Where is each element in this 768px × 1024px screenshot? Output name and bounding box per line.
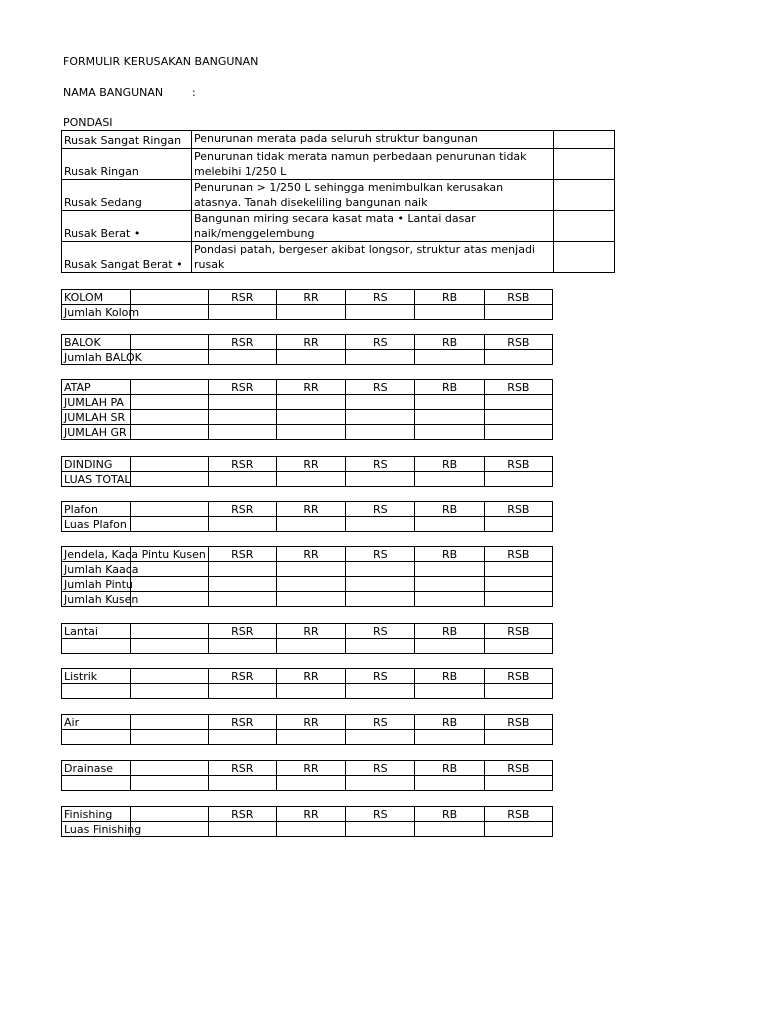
section-header-row xyxy=(62,715,553,730)
pondasi-level: Rusak Sedang xyxy=(62,180,192,211)
entry-cell[interactable] xyxy=(346,472,415,487)
grade-header: RB xyxy=(415,807,484,822)
grade-header: RR xyxy=(276,457,345,472)
grade-header: RSB xyxy=(484,502,552,517)
entry-cell[interactable] xyxy=(208,350,276,365)
entry-cell[interactable] xyxy=(484,517,552,532)
entry-cell[interactable] xyxy=(484,425,552,440)
entry-cell[interactable] xyxy=(131,517,208,532)
section-row xyxy=(62,822,553,837)
row-label: Jumlah Kaaca xyxy=(62,562,131,577)
entry-cell[interactable] xyxy=(346,395,415,410)
grade-header: RS xyxy=(346,457,415,472)
section-title: Finishing xyxy=(62,807,131,822)
entry-cell[interactable] xyxy=(484,305,552,320)
grade-header: RS xyxy=(346,807,415,822)
grade-header: RS xyxy=(346,761,415,776)
entry-cell[interactable] xyxy=(346,305,415,320)
row-label: Jumlah Pintu xyxy=(62,577,131,592)
grade-header: RSB xyxy=(484,715,552,730)
section-title: Air xyxy=(62,715,131,730)
entry-cell[interactable] xyxy=(276,822,345,837)
grade-header: RSR xyxy=(208,290,276,305)
entry-cell[interactable] xyxy=(415,730,484,745)
pondasi-table xyxy=(61,130,615,273)
pondasi-description: Bangunan miring secara kasat mata • Lantai dasar naik/menggelembung xyxy=(192,211,554,242)
grade-header: RS xyxy=(346,380,415,395)
form-title: FORMULIR KERUSAKAN BANGUNAN xyxy=(63,55,259,68)
entry-cell[interactable] xyxy=(276,410,345,425)
entry-cell[interactable] xyxy=(415,350,484,365)
pondasi-check-cell[interactable] xyxy=(554,180,615,211)
entry-cell[interactable] xyxy=(415,592,484,607)
row-label xyxy=(62,730,131,745)
entry-cell[interactable] xyxy=(208,472,276,487)
grade-header: RR xyxy=(276,624,345,639)
pondasi-description: Penurunan > 1/250 L sehingga menimbulkan kerusakan atasnya. Tanah disekeliling bangunan naik xyxy=(192,180,554,211)
entry-cell[interactable] xyxy=(346,822,415,837)
entry-cell[interactable] xyxy=(276,562,345,577)
entry-cell[interactable] xyxy=(415,577,484,592)
entry-cell[interactable] xyxy=(484,639,552,654)
entry-cell[interactable] xyxy=(415,472,484,487)
section-row xyxy=(62,562,553,577)
entry-cell[interactable] xyxy=(484,410,552,425)
grade-header: RSB xyxy=(484,380,552,395)
grade-header: RSR xyxy=(208,761,276,776)
grade-header: RSR xyxy=(208,624,276,639)
entry-cell[interactable] xyxy=(208,395,276,410)
entry-cell[interactable] xyxy=(276,517,345,532)
grade-header: RR xyxy=(276,547,345,562)
pondasi-check-cell[interactable] xyxy=(554,211,615,242)
section-row xyxy=(62,776,553,791)
grade-header: RSB xyxy=(484,807,552,822)
section-row xyxy=(62,410,553,425)
entry-cell[interactable] xyxy=(346,684,415,699)
entry-cell[interactable] xyxy=(131,822,208,837)
section-title: Listrik xyxy=(62,669,131,684)
row-label: JUMLAH SR xyxy=(62,410,131,425)
grade-header: RB xyxy=(415,380,484,395)
section-header-row xyxy=(62,502,553,517)
grade-header: RR xyxy=(276,502,345,517)
grade-header: RSB xyxy=(484,547,552,562)
pondasi-row xyxy=(62,149,615,180)
section-title: Lantai xyxy=(62,624,131,639)
grade-header: RSR xyxy=(208,669,276,684)
pondasi-check-cell[interactable] xyxy=(554,149,615,180)
section-table xyxy=(61,546,553,607)
grade-header: RB xyxy=(415,290,484,305)
row-label: Luas Finishing xyxy=(62,822,131,837)
row-label xyxy=(62,776,131,791)
section-table xyxy=(61,668,553,699)
pondasi-level: Rusak Ringan xyxy=(62,149,192,180)
pondasi-row xyxy=(62,242,615,273)
entry-cell[interactable] xyxy=(131,472,208,487)
entry-cell[interactable] xyxy=(208,410,276,425)
entry-cell[interactable] xyxy=(484,730,552,745)
empty-cell xyxy=(131,715,208,730)
row-label: LUAS TOTAL xyxy=(62,472,131,487)
section-table xyxy=(61,806,553,837)
entry-cell[interactable] xyxy=(484,562,552,577)
section-row xyxy=(62,350,553,365)
entry-cell[interactable] xyxy=(131,395,208,410)
entry-cell[interactable] xyxy=(346,577,415,592)
grade-header: RB xyxy=(415,502,484,517)
entry-cell[interactable] xyxy=(484,684,552,699)
entry-cell[interactable] xyxy=(131,350,208,365)
grade-header: RSR xyxy=(208,335,276,350)
entry-cell[interactable] xyxy=(276,395,345,410)
entry-cell[interactable] xyxy=(131,577,208,592)
section-title: Jendela, Kaca Pintu Kusen xyxy=(62,547,131,562)
entry-cell[interactable] xyxy=(131,684,208,699)
pondasi-description: Pondasi patah, bergeser akibat longsor, struktur atas menjadi rusak xyxy=(192,242,554,273)
entry-cell[interactable] xyxy=(415,410,484,425)
entry-cell[interactable] xyxy=(346,562,415,577)
entry-cell[interactable] xyxy=(415,305,484,320)
entry-cell[interactable] xyxy=(346,425,415,440)
entry-cell[interactable] xyxy=(131,592,208,607)
building-name-label: NAMA BANGUNAN xyxy=(63,86,164,99)
pondasi-description: Penurunan tidak merata namun perbedaan penurunan tidak melebihi 1/250 L xyxy=(192,149,554,180)
section-header-row xyxy=(62,624,553,639)
section-title: BALOK xyxy=(62,335,131,350)
section-row xyxy=(62,577,553,592)
empty-cell xyxy=(131,380,208,395)
empty-cell xyxy=(131,761,208,776)
entry-cell[interactable] xyxy=(208,305,276,320)
row-label: Jumlah BALOK xyxy=(62,350,131,365)
entry-cell[interactable] xyxy=(415,425,484,440)
section-row xyxy=(62,684,553,699)
section-title: ATAP xyxy=(62,380,131,395)
entry-cell[interactable] xyxy=(208,730,276,745)
entry-cell[interactable] xyxy=(208,577,276,592)
pondasi-check-cell[interactable] xyxy=(554,131,615,149)
entry-cell[interactable] xyxy=(276,592,345,607)
grade-header: RSB xyxy=(484,624,552,639)
grade-header: RR xyxy=(276,761,345,776)
empty-cell xyxy=(131,457,208,472)
grade-header: RS xyxy=(346,547,415,562)
grade-header: RSR xyxy=(208,807,276,822)
entry-cell[interactable] xyxy=(484,577,552,592)
row-label xyxy=(62,639,131,654)
grade-header: RS xyxy=(346,715,415,730)
section-header-row xyxy=(62,380,553,395)
grade-header: RR xyxy=(276,335,345,350)
section-row xyxy=(62,639,553,654)
section-header-row xyxy=(62,807,553,822)
section-row xyxy=(62,592,553,607)
section-header-row xyxy=(62,761,553,776)
row-label: JUMLAH PA xyxy=(62,395,131,410)
entry-cell[interactable] xyxy=(276,350,345,365)
section-header-row xyxy=(62,457,553,472)
row-label: Luas Plafon xyxy=(62,517,131,532)
entry-cell[interactable] xyxy=(415,822,484,837)
entry-cell[interactable] xyxy=(276,639,345,654)
grade-header: RB xyxy=(415,715,484,730)
entry-cell[interactable] xyxy=(415,684,484,699)
section-title: DINDING xyxy=(62,457,131,472)
grade-header: RS xyxy=(346,669,415,684)
section-row xyxy=(62,395,553,410)
grade-header: RS xyxy=(346,290,415,305)
section-table xyxy=(61,334,553,365)
entry-cell[interactable] xyxy=(484,592,552,607)
section-row xyxy=(62,730,553,745)
section-row xyxy=(62,472,553,487)
section-header-row xyxy=(62,335,553,350)
entry-cell[interactable] xyxy=(484,822,552,837)
entry-cell[interactable] xyxy=(276,305,345,320)
entry-cell[interactable] xyxy=(208,562,276,577)
pondasi-check-cell[interactable] xyxy=(554,242,615,273)
pondasi-level: Rusak Sangat Berat • xyxy=(62,242,192,273)
entry-cell[interactable] xyxy=(131,639,208,654)
grade-header: RB xyxy=(415,624,484,639)
grade-header: RR xyxy=(276,669,345,684)
empty-cell xyxy=(131,335,208,350)
section-table xyxy=(61,379,553,440)
section-title: Plafon xyxy=(62,502,131,517)
grade-header: RSR xyxy=(208,547,276,562)
entry-cell[interactable] xyxy=(415,639,484,654)
entry-cell[interactable] xyxy=(276,684,345,699)
entry-cell[interactable] xyxy=(131,425,208,440)
entry-cell[interactable] xyxy=(208,776,276,791)
grade-header: RS xyxy=(346,335,415,350)
pondasi-level: Rusak Sangat Ringan xyxy=(62,131,192,149)
section-table xyxy=(61,623,553,654)
section-header-row xyxy=(62,290,553,305)
pondasi-level: Rusak Berat • xyxy=(62,211,192,242)
row-label: Jumlah Kusen xyxy=(62,592,131,607)
entry-cell[interactable] xyxy=(208,684,276,699)
entry-cell[interactable] xyxy=(346,350,415,365)
entry-cell[interactable] xyxy=(346,730,415,745)
section-table xyxy=(61,289,553,320)
grade-header: RSR xyxy=(208,380,276,395)
grade-header: RSR xyxy=(208,457,276,472)
grade-header: RB xyxy=(415,761,484,776)
section-title: KOLOM xyxy=(62,290,131,305)
section-table xyxy=(61,456,553,487)
grade-header: RS xyxy=(346,624,415,639)
grade-header: RR xyxy=(276,715,345,730)
grade-header: RR xyxy=(276,290,345,305)
grade-header: RB xyxy=(415,335,484,350)
entry-cell[interactable] xyxy=(415,395,484,410)
section-header-row xyxy=(62,669,553,684)
grade-header: RSR xyxy=(208,502,276,517)
grade-header: RR xyxy=(276,380,345,395)
empty-cell xyxy=(131,624,208,639)
pondasi-row xyxy=(62,180,615,211)
row-label: JUMLAH GR xyxy=(62,425,131,440)
entry-cell[interactable] xyxy=(131,730,208,745)
entry-cell[interactable] xyxy=(208,822,276,837)
entry-cell[interactable] xyxy=(276,577,345,592)
section-title: Drainase xyxy=(62,761,131,776)
entry-cell[interactable] xyxy=(415,517,484,532)
empty-cell xyxy=(131,502,208,517)
pondasi-row xyxy=(62,211,615,242)
entry-cell[interactable] xyxy=(276,730,345,745)
entry-cell[interactable] xyxy=(346,517,415,532)
empty-cell xyxy=(131,669,208,684)
entry-cell[interactable] xyxy=(415,776,484,791)
entry-cell[interactable] xyxy=(346,410,415,425)
grade-header: RSR xyxy=(208,715,276,730)
grade-header: RSB xyxy=(484,457,552,472)
grade-header: RS xyxy=(346,502,415,517)
entry-cell[interactable] xyxy=(484,776,552,791)
entry-cell[interactable] xyxy=(415,562,484,577)
empty-cell xyxy=(131,807,208,822)
pondasi-description: Penurunan merata pada seluruh struktur bangunan xyxy=(192,131,554,149)
section-header-row xyxy=(62,547,553,562)
entry-cell[interactable] xyxy=(346,592,415,607)
entry-cell[interactable] xyxy=(276,776,345,791)
section-table xyxy=(61,501,553,532)
entry-cell[interactable] xyxy=(131,410,208,425)
entry-cell[interactable] xyxy=(484,395,552,410)
entry-cell[interactable] xyxy=(131,776,208,791)
entry-cell[interactable] xyxy=(131,305,208,320)
entry-cell[interactable] xyxy=(208,517,276,532)
section-table xyxy=(61,760,553,791)
entry-cell[interactable] xyxy=(276,472,345,487)
section-row xyxy=(62,305,553,320)
grade-header: RSB xyxy=(484,290,552,305)
grade-header: RSB xyxy=(484,669,552,684)
grade-header: RB xyxy=(415,457,484,472)
grade-header: RSB xyxy=(484,335,552,350)
entry-cell[interactable] xyxy=(208,425,276,440)
entry-cell[interactable] xyxy=(131,562,208,577)
entry-cell[interactable] xyxy=(484,350,552,365)
building-name-colon: : xyxy=(192,86,196,99)
grade-header: RR xyxy=(276,807,345,822)
section-row xyxy=(62,425,553,440)
entry-cell[interactable] xyxy=(346,776,415,791)
pondasi-heading: PONDASI xyxy=(63,116,113,129)
row-label xyxy=(62,684,131,699)
entry-cell[interactable] xyxy=(484,472,552,487)
grade-header: RB xyxy=(415,669,484,684)
row-label: Jumlah Kolom xyxy=(62,305,131,320)
entry-cell[interactable] xyxy=(276,425,345,440)
entry-cell[interactable] xyxy=(208,639,276,654)
section-table xyxy=(61,714,553,745)
entry-cell[interactable] xyxy=(346,639,415,654)
empty-cell xyxy=(131,290,208,305)
grade-header: RB xyxy=(415,547,484,562)
grade-header: RSB xyxy=(484,761,552,776)
pondasi-row xyxy=(62,131,615,149)
entry-cell[interactable] xyxy=(208,592,276,607)
section-row xyxy=(62,517,553,532)
